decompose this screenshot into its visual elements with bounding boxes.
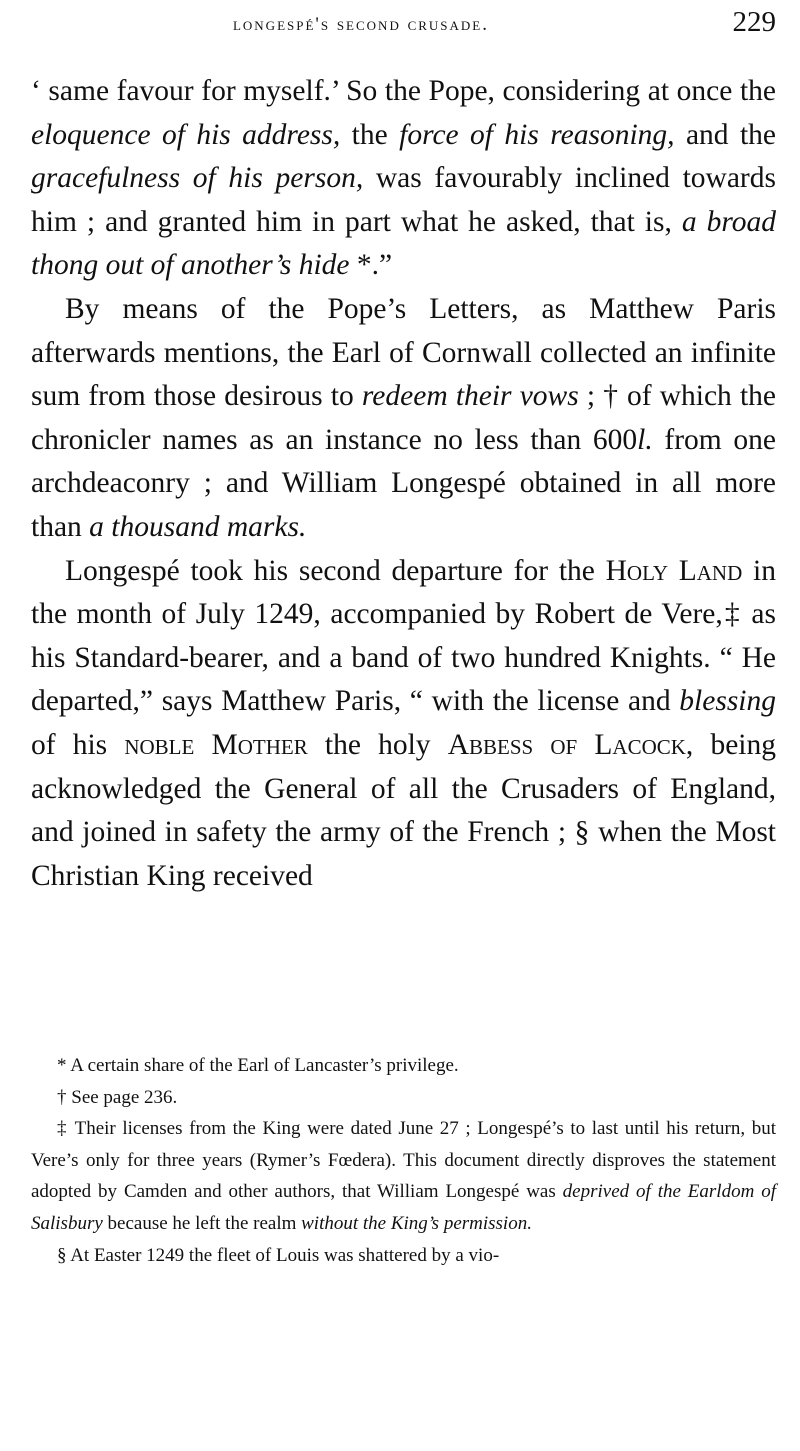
paragraph-run: eloquence of his address, (31, 118, 341, 151)
paragraph-run: force of his reasoning, (399, 118, 675, 151)
footnote-1 (31, 1050, 776, 1082)
paragraph-run: was favourably inclined towards him ; and granted him in part what he asked, that is, (31, 162, 776, 238)
paragraph-run: Holy Land (605, 554, 743, 587)
paragraph-run: redeem their vows (361, 380, 579, 413)
footnote-4 (31, 1240, 776, 1272)
footnote-run: † See page 236. (57, 1086, 178, 1108)
paragraph-run: l. (637, 423, 653, 456)
footnotes (31, 1050, 776, 1271)
paragraph-run: By means of the Pope’s Letters, as Matthew Paris afterwards mentions, the Earl of Cornwall collected an infinite sum from those desirous to (31, 292, 776, 413)
body-text (31, 70, 776, 898)
paragraph-run: ; † of which the chronicler names as an instance no less than 600 (31, 380, 777, 456)
paragraph-run: noble Mother (124, 728, 308, 761)
footnote-3 (31, 1113, 776, 1239)
paragraph-run: a thousand marks. (89, 510, 307, 543)
footnote-run: * A certain share of the Earl of Lancaster’s privilege. (57, 1055, 459, 1076)
paragraph-run: the holy (307, 728, 448, 761)
book-page (31, 0, 776, 1451)
footnote-run: because he left the realm (102, 1212, 302, 1234)
paragraph-run: of his (31, 728, 125, 761)
running-head (31, 0, 776, 46)
footnote-run: § At Easter 1249 the fleet of Louis was shattered by a vio- (57, 1244, 500, 1266)
paragraph-2 (31, 288, 776, 550)
paragraph-run: , being acknowledged the General of all the Crusaders of England, and joined in safety the army of the French ; § when the Most Christian King received (31, 728, 776, 892)
paragraph-run: ‘ same favour for myself.’ So the Pope, considering at once the (31, 75, 776, 107)
footnote-run: deprived of the Earldom of Salisbury (31, 1181, 776, 1234)
paragraph-run: the (340, 118, 400, 151)
paragraph-3 (31, 550, 776, 899)
paragraph-run: from one archdeaconry ; and William Longespé obtained in all more than (31, 423, 777, 543)
paragraph-run: and the (674, 118, 777, 151)
footnote-2 (31, 1082, 776, 1114)
running-title: longespé's second crusade. (232, 14, 490, 35)
paragraph-run: a broad thong out of another’s hide (31, 205, 776, 282)
paragraph-run: blessing (679, 685, 776, 718)
paragraph-run: Abbess of Lacock (447, 728, 686, 761)
page-number: 229 (732, 6, 776, 38)
paragraph-run: *.” (349, 249, 393, 282)
paragraph-1 (31, 70, 776, 288)
paragraph-run: in the month of July 1249, accompanied by Robert de Vere,‡ as his Standard-bearer, and a band of two hundred Knights. “ He departed,” says Matthew Paris, “ with the license and (31, 554, 776, 718)
footnote-run: ‡ Their licenses from the King were dated June 27 ; Longespé’s to last until his return, but Vere’s only for three years (Rymer’s Fœdera). This document directly disproves the statement adopted by Camden and other authors, that William Longespé was (31, 1118, 776, 1203)
paragraph-run: Longespé took his second departure for the (65, 554, 606, 587)
paragraph-run: gracefulness of his person, (31, 162, 364, 195)
footnote-run: without the King’s permission. (301, 1212, 532, 1234)
